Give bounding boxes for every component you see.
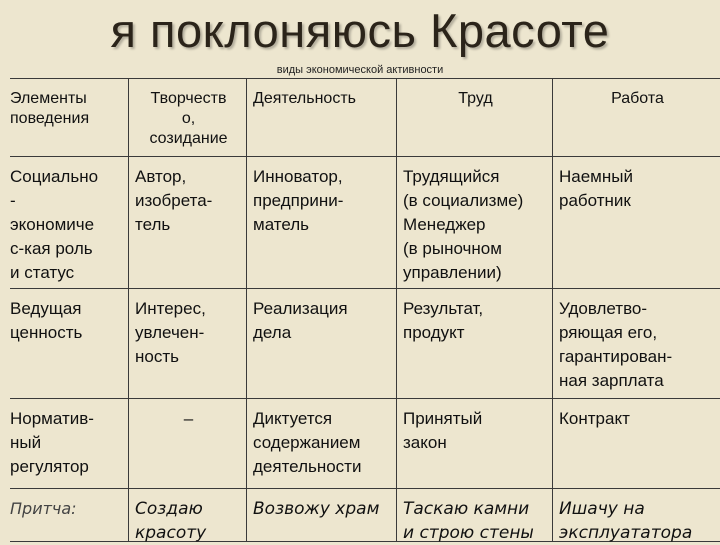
table-row	[10, 489, 720, 541]
table-cell: Притча:	[10, 499, 77, 518]
table-cell: Норматив- ный регулятор	[10, 409, 94, 476]
table-cell: Ведущая ценность	[10, 299, 83, 342]
page-subtitle: виды экономической активности	[276, 64, 444, 76]
table-row	[10, 157, 720, 289]
table-cell: Создаю красоту	[128, 489, 246, 541]
table-cell: Удовлетво- ряющая его, гарантирован- ная зарплата	[552, 289, 720, 398]
table-row	[10, 289, 720, 399]
table-cell: Возвожу храм	[246, 489, 396, 541]
table-cell: Трудящийся (в социализме) Менеджер (в рыночном управлении)	[396, 157, 552, 288]
table-cell: Автор, изобрета- тель	[128, 157, 246, 288]
table-cell: Социально - экономиче с-кая роль и статус	[10, 167, 99, 282]
column-header: Работа	[552, 79, 720, 156]
table-cell: Инноватор, предприни- матель	[246, 157, 396, 288]
table-row	[10, 399, 720, 489]
table-cell: Реализация дела	[246, 289, 396, 398]
table-header-row	[10, 79, 720, 157]
table-cell: Интерес, увлечен- ность	[128, 289, 246, 398]
column-header: Творчеств о, созидание	[128, 79, 246, 156]
table-cell: Результат, продукт	[396, 289, 552, 398]
table-cell: Таскаю камни и строю стены	[396, 489, 552, 541]
page-title: я поклоняюсь Красоте	[110, 4, 610, 57]
table-cell: Принятый закон	[396, 399, 552, 488]
table-cell: Контракт	[552, 399, 720, 488]
column-header: Труд	[396, 79, 552, 156]
table-cell: –	[128, 399, 246, 488]
table-cell: Наемный работник	[552, 157, 720, 288]
comparison-table	[10, 78, 720, 542]
table-cell: Ишачу на эксплуататора	[552, 489, 720, 541]
column-header: Деятельность	[246, 79, 396, 156]
table-cell: Диктуется содержанием деятельности	[246, 399, 396, 488]
column-header: Элементы поведения	[10, 90, 90, 127]
